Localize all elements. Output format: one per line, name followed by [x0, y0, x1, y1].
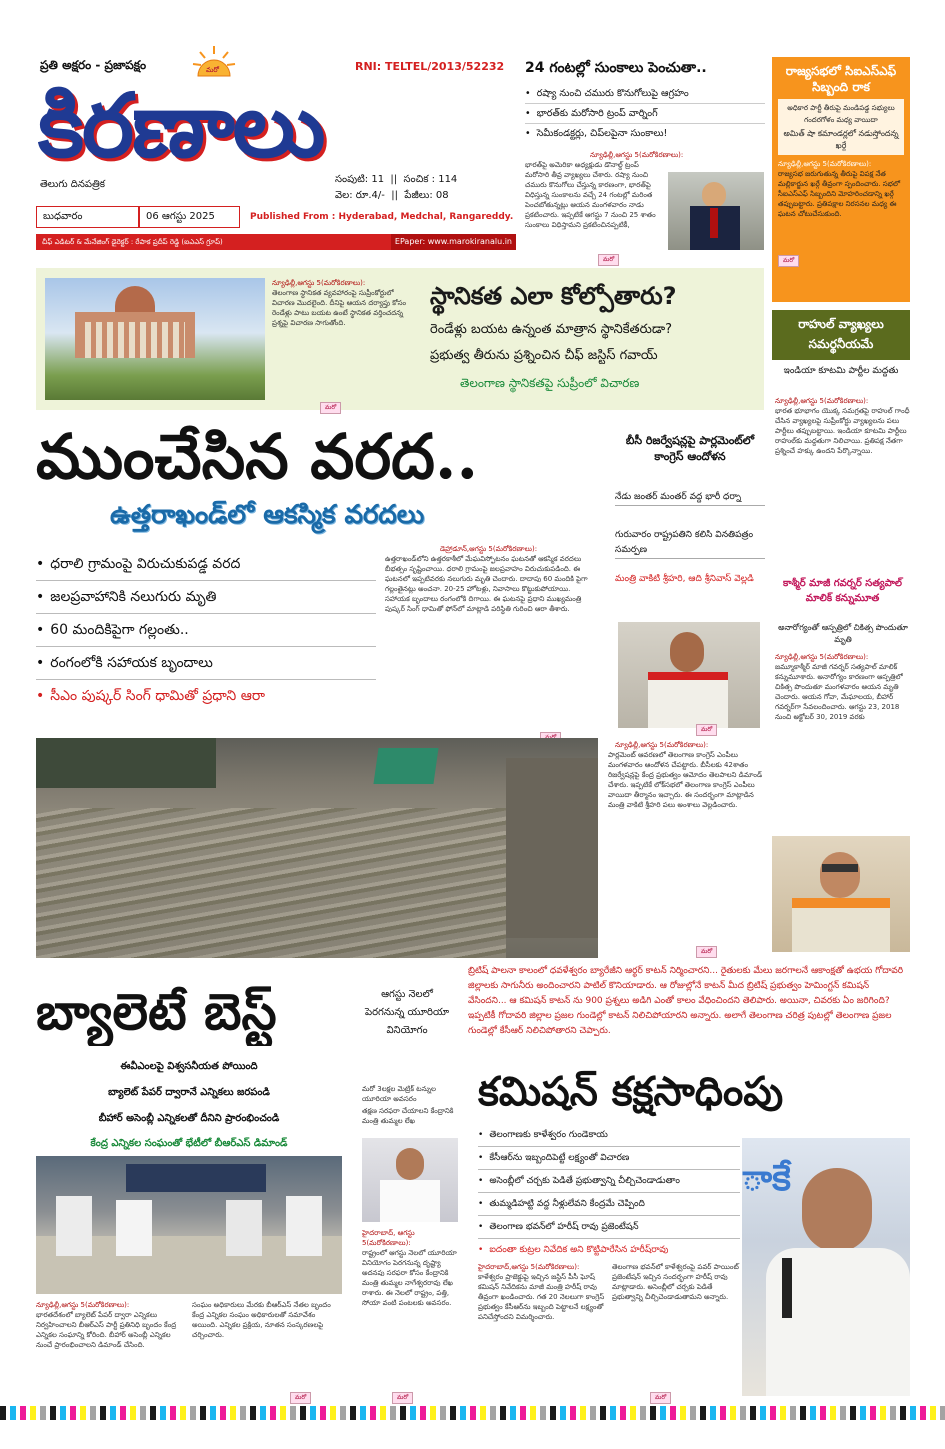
- ballot-lines: [36, 1054, 342, 1132]
- kaleshwaram-body1: కాళేశ్వరం ప్రాజెక్టుపై ఇచ్చిన జస్టిస్ పీసీ ఘోష్ కమిషన్ నివేదికను మాజీ మంత్రి హరీష్ రావు తీవ్రంగా ఖండించారు. గత 20 నెలలుగా కాంగ్రెస్ ప్రభుత్వం కేసీఆర్‌ను ఇబ్బంది పెట్టాలనే లక్ష్యంతో పనిచేస్తోందని విమర్శించారు.: [478, 1273, 605, 1321]
- urea-headline: ఆగస్టు నెలలో పెరగనున్న యూరియా వినియోగం: [364, 989, 450, 1036]
- ballot-green: కేంద్ర ఎన్నికల సంఘంతో భేటీలో బీఆర్ఎస్ డిమాండ్: [90, 1138, 288, 1149]
- supreme-line3: తెలంగాణ స్థానికతపై సుప్రీంలో విచారణ: [460, 376, 640, 390]
- flood-bullet: • సీఎం పుష్కర్ సింగ్ ధామితో ప్రధాని ఆరా: [36, 680, 376, 712]
- rajya-body: రాజ్యసభ జరుగుతున్న తీరుపై విపక్ష నేత మల్లికార్జున ఖర్గే తీవ్రంగా స్పందించారు. సభలో సీఐఎస్ఎఫ్ సిబ్బందిని మోహరించడాన్ని ఖర్గే తప్పుబట్టారు. ప్రతిపక్షాల నిరసనల మధ్య ఈ ఘటన చోటుచేసుకుంది.: [778, 170, 901, 218]
- minister-photo: [618, 622, 760, 728]
- rajya-sub: అధికార పార్టీ తీరుపై మండిపడ్డ సభ్యులు గందరగోళం మధ్య వాయిదా: [787, 104, 895, 124]
- logo: కిరణాలు: [38, 78, 324, 174]
- supreme-body: తెలంగాణ స్థానికత వ్యవహారంపై సుప్రీంకోర్టులో విచారణ మొదలైంది. దీనిపై ఆయన దర్యాప్తు కోసం రెండేళ్లు పాటు బయట ఉంటే స్థానికత వర్తించదన్న ప్రశ్నపై విచారణ సాగుతోంది.: [272, 289, 407, 327]
- flood-photo: [36, 738, 598, 958]
- rahul-sub: ఇండియా కూటమి పార్టీల మద్దతు: [783, 366, 899, 376]
- flood-bullet: • జలప్రవాహానికి నలుగురు మృతి: [36, 581, 376, 614]
- rni: RNI: TELTEL/2013/52232: [355, 60, 505, 73]
- badge: మరో: [696, 946, 717, 958]
- sun-label: మరో: [206, 66, 220, 74]
- issue: సంచిక : 114: [403, 174, 458, 185]
- supreme-headline: స్థానికత ఎలా కోల్పోతారు?: [430, 282, 677, 310]
- kaleshwaram-bullets: [478, 1124, 740, 1261]
- subtitle: తెలుగు దినపత్రిక: [40, 179, 106, 190]
- flood-bullets: [36, 548, 376, 712]
- bc-body: పార్లమెంట్ ఆవరణలో తెలంగాణ కాంగ్రెస్ ఎంపీలు మంగళవారం ఆందోళన చేపట్టారు. బీసీలకు 42శాతం రిజర్వేషన్లపై కేంద్ర ప్రభుత్వం ఆమోదం తెలపాలని డిమాండ్ చేశారు. ఇప్పటికే లోక్‌సభలో తెలంగాణ కాంగ్రెస్ ఎంపీలు వాయిదా తీర్మానం ఇచ్చారు. ఈ సందర్భంగా మాట్లాడిన మంత్రి వాకిటి శ్రీహరి పలు అంశాలు వెల్లడించారు.: [608, 751, 763, 809]
- urea-dateline: హైదరాబాద్, ఆగస్టు 5(మరోకిరణాలు):: [362, 1229, 415, 1247]
- kaleshwaram-bullet: • తెలంగాణ భవన్‌లో హరీష్ రావు ప్రజెంటేషన్: [478, 1216, 740, 1239]
- tariff-bullets: [525, 84, 765, 143]
- kaleshwaram-bullet: • తుమ్మడిహట్టి వద్ద నీళ్లులేవని కేంద్రమే చెప్పింది: [478, 1193, 740, 1216]
- editor-bar: [36, 234, 516, 250]
- tariff-body: భారత్‌పై అమెరికా అధ్యక్షుడు డొనాల్డ్ ట్రంప్ మరోసారి తీవ్ర వ్యాఖ్యలు చేశారు. రష్యా నుంచి చమురు కొనుగోలు చేస్తున్న కారణంగా, భారత్‌పై విధిస్తున్న సుంకాలను వచ్చే 24 గంటల్లో మరింత పెంచబోతున్నట్లు ఆయన మంగళవారం నాడు ప్రకటించారు. ఇప్పటికే ఆగస్టు 7 నుంచి 25 శాతం సుంకాలు విధిస్తామని ప్రకటించినప్పటికీ,: [525, 161, 656, 229]
- urea-sub2: తక్షణ సరఫరా చేయాలని కేంద్రానికి మంత్రి తుమ్మల లేఖ: [362, 1107, 454, 1125]
- tariff-dateline: న్యూఢిల్లీ,ఆగస్టు 5(మరోకిరణాలు):: [590, 151, 684, 159]
- kashmir-body: జమ్మూకాశ్మీర్ మాజీ గవర్నర్ సత్యపాల్ మాలిక్ కన్నుమూశారు. అనారోగ్యం కారణంగా ఆస్పత్రిలో చికిత్స పొందుతూ మంగళవారం ఆయన మృతి చెందారు. ఆయన గోవా, మేఘాలయ, బీహార్ గవర్నర్‌గా సేవలందించారు. ఆగస్టు 23, 2018 నుంచి అక్టోబర్ 30, 2019 వరకు: [775, 663, 903, 721]
- ballot-headline: బ్యాలెటే బెస్ట్: [36, 982, 277, 1041]
- epaper-link[interactable]: EPaper: www.marokiranalu.in: [391, 234, 516, 250]
- tariff-bullet: • రష్యా నుంచి చమురు కొనుగోలుపై ఆగ్రహం: [525, 84, 765, 104]
- ballot-line: బ్యాలెట్ పేపర్ ద్వారానే ఎన్నికలు జరపండి: [108, 1087, 270, 1098]
- badge: మరో: [650, 1392, 671, 1404]
- supreme-dateline: న్యూఢిల్లీ,ఆగస్టు 5(మరోకిరణాలు):: [272, 279, 366, 287]
- tariff-headline: 24 గంటల్లో సుంకాలు పెంచుతా..: [525, 60, 707, 76]
- ballot-body2: సంఘం అధికారులు మేరకు బీఆర్ఎస్ నేతల బృందం కేంద్ర ఎన్నికల సంఘం అధికారులతో సమావేశం అయింది. ఎన్నికల ప్రక్రియ, నూతన సంస్కరణలపై చర్చించారు.: [192, 1301, 331, 1339]
- kaleshwaram-bullet: • తెలంగాణకు కాళేశ్వరం గుండెకాయ: [478, 1124, 740, 1147]
- badge: మరో: [778, 255, 799, 267]
- bc-line2: గురువారం రాష్ట్రపతిని కలిసి వినతిపత్రం సమర్పణ: [615, 528, 765, 559]
- supreme-line2: ప్రభుత్వ తీరును ప్రశ్నించిన చీఫ్ జస్టిస్ గవాయ్: [430, 348, 658, 363]
- kashmir-sub: అనారోగ్యంతో ఆస్పత్రిలో చికిత్స పొందుతూ మృతి: [778, 623, 908, 644]
- ballot-line: బీహార్ అసెంబ్లీ ఎన్నికలతో దీనిని ప్రారంభించండి: [98, 1113, 280, 1124]
- kashmir-headline: కాశ్మీర్ మాజీ గవర్నర్ సత్యపాల్ మాలిక్ కన్నుమూత: [782, 578, 903, 604]
- supreme-court-photo: [45, 278, 265, 400]
- day: బుధవారం: [43, 211, 83, 222]
- rajya-dateline: న్యూఢిల్లీ,ఆగస్టు 5(మరోకిరణాలు):: [778, 160, 872, 168]
- tummala-photo: [362, 1138, 458, 1222]
- editor-line: చీఫ్ ఎడిటర్ & మేనేజింగ్ డైరెక్టర్ : రేపాక ప్రదీప్ రెడ్డి (ఐఎఎస్ గ్రూప్): [42, 238, 223, 246]
- published-from: Published From : Hyderabad, Medchal, Rangareddy.: [250, 212, 514, 222]
- badge: మరో: [290, 1392, 311, 1404]
- kaleshwaram-dateline: హైదరాబాద్,ఆగస్టు 5(మరోకిరణాలు):: [478, 1263, 580, 1271]
- color-registration-bar: [0, 1406, 945, 1420]
- supreme-badge: [320, 394, 341, 414]
- flood-bullet: • 60 మందికిపైగా గల్లంతు..: [36, 614, 376, 647]
- ballot-body1: భారతదేశంలో బ్యాలెట్ పేపర్ ద్వారా ఎన్నికలు నిర్వహించాలని బీఆర్ఎస్ పార్టీ ప్రతినిధి బృందం కేంద్ర ఎన్నికల సంఘాన్ని కోరింది. బీహార్ అసెంబ్లీ ఎన్నికల నుంచే ప్రారంభించాలని డిమాండ్ చేసింది.: [36, 1311, 177, 1349]
- rahul-headline: రాహుల్ వ్యాఖ్యలు సమర్థనీయమే: [798, 317, 884, 351]
- supreme-line1: రెండేళ్లు బయట ఉన్నంత మాత్రాన స్థానికేతరుడా?: [430, 322, 673, 337]
- flood-bullet: • రంగంలోకి సహాయక బృందాలు: [36, 647, 376, 680]
- ballot-dateline: న్యూఢిల్లీ,ఆగస్టు 5(మరోకిరణాలు):: [36, 1301, 130, 1309]
- badge: మరో: [320, 402, 341, 414]
- urea-badge: [392, 1384, 413, 1404]
- date-bar: [36, 206, 240, 228]
- pages: పేజీలు: 08: [404, 190, 449, 201]
- ballot-line: ఈవీఎంలపై విశ్వసనీయత పోయింది: [120, 1061, 258, 1072]
- date: 06 ఆగస్టు 2025: [138, 207, 239, 227]
- satyapal-photo: [772, 836, 910, 952]
- volume: సంపుటి: 11: [335, 174, 385, 185]
- kaleshwaram-bullet: • అసెంబ్లీలో చర్చకు పెడితే ప్రభుత్వాన్ని చీల్చిచెండాడుతాం: [478, 1170, 740, 1193]
- badge: మరో: [696, 724, 717, 736]
- flood-subheadline: ఉత్తరాఖండ్‌లో ఆకస్మిక వరదలు: [110, 500, 425, 530]
- brs-meeting-photo: [36, 1156, 342, 1294]
- sun-icon: [190, 44, 238, 80]
- rajya-box: [772, 57, 910, 302]
- flood-headline: ముంచేసిన వరద..: [36, 420, 479, 493]
- urea-sub: మరో 3లక్షల మెట్రిక్ టన్నుల యూరియా అవసరం: [362, 1085, 437, 1103]
- tagline: ప్రతి అక్షరం - ప్రజాపక్షం: [40, 58, 147, 72]
- kaleshwaram-badge: [650, 1384, 671, 1404]
- rahul-dateline: న్యూఢిల్లీ,ఆగస్టు 5(మరోకిరణాలు):: [775, 397, 869, 405]
- bc-headline: బీసీ రిజర్వేషన్లపై పార్లమెంట్‌లో కాంగ్రెస్ ఆందోళన: [625, 434, 755, 463]
- rahul-header: [772, 310, 910, 360]
- tariff-badge: [598, 246, 619, 266]
- kaleshwaram-headline: కమిషన్ కక్షసాధింపు: [478, 1068, 784, 1115]
- flood-dateline: డెహ్రాడూన్,ఆగస్టు 5(మరోకిరణాలు):: [440, 545, 538, 553]
- bc-line1: నేడు జంతర్ మంతర్ వద్ద భారీ ధర్నా: [615, 490, 765, 506]
- flood-bullet: • ధరాలి గ్రామంపై విరుచుకుపడ్డ వరద: [36, 548, 376, 581]
- bc-badge: [696, 938, 717, 958]
- bc-badge: [696, 716, 717, 736]
- rahul-body: భారత భూభాగం యొక్క సమగ్రతపై రాహుల్ గాంధీ చేసిన వ్యాఖ్యలపై సుప్రీంకోర్టు వ్యాఖ్యలను పలు పార్టీలు తప్పుబట్టాయి. ఇండియా కూటమి పార్టీలు రాహుల్‌కు మద్దతుగా నిలిచాయి. ప్రతిపక్ష నేతగా ప్రశ్నించే హక్కు ఉందని పేర్కొన్నాయి.: [775, 407, 910, 455]
- kashmir-dateline: న్యూఢిల్లీ,ఆగస్టు 5(మరోకిరణాలు):: [775, 653, 869, 661]
- flood-body: ఉత్తరాఖండ్‌లోని ఉత్తరకాశీలో మేఘవిస్ఫోటనం ఘటనతో ఆకస్మిక వరదలు బీభత్సం సృష్టించాయి. ధరాలి గ్రామంపై జలప్రవాహం విరుచుకుపడింది. ఈ ఘటనలో ఇప్పటివరకు నలుగురు మృతి చెందారు. దాదాపు 60 మందికి పైగా గల్లంతైనట్లు అంచనా. 20-25 హోటళ్లు, నివాసాలు కొట్టుకుపోయాయి. సహాయక బృందాలు రంగంలోకి దిగాయి. ఈ ఘటనపై ప్రధాని ముఖ్యమంత్రి పుష్కర్ సింగ్ ధామితో ఫోన్‌లో మాట్లాడి పరిస్థితి గురించి ఆరా తీశారు.: [385, 555, 588, 613]
- urea-body: రాష్ట్రంలో ఆగస్టు నెలలో యూరియా వినియోగం పెరగనున్న దృష్ట్యా అదనపు సరఫరా కోసం కేంద్రానికి మంత్రి తుమ్మల నాగేశ్వరరావు లేఖ రాశారు. ఈ నెలలో రాష్ట్రం, పత్తి, సోయా వంటి పంటలకు అవసరం.: [362, 1249, 457, 1307]
- tariff-bullet: • భారత్‌కు మరోసారి ట్రంప్ వార్నింగ్: [525, 104, 765, 124]
- rajya-quote: అమిత్ షా కమాండర్లలో నడుస్తోందన్న ఖర్గే: [783, 129, 899, 150]
- issue-info: సంపుటి: 11 || సంచిక : 114 వెల: రూ.4/- || పేజీలు: 08: [335, 174, 458, 201]
- ballot-badge: [290, 1384, 311, 1404]
- kaleshwaram-bullet: • ఐదంతా కుట్రల నివేదిక అని కొట్టిపారేసిన హరీష్‌రావు: [478, 1239, 740, 1261]
- bc-dateline: న్యూఢిల్లీ,ఆగస్టు 5(మరోకిరణాలు):: [615, 741, 709, 749]
- kaleshwaram-bullet: • కేసీఆర్‌ను ఇబ్బందిపెట్టే లక్ష్యంతో విచారణ: [478, 1147, 740, 1170]
- harish-rao-photo: ాకే: [742, 1138, 910, 1396]
- badge: మరో: [598, 254, 619, 266]
- rajya-headline: రాజ్యసభలో సిఐఎస్ఎఫ్ సిబ్బంది రాక: [785, 64, 897, 94]
- badge: మరో: [392, 1392, 413, 1404]
- trump-photo: [668, 172, 764, 250]
- kaleshwaram-lead: బ్రిటిష్ పాలనా కాలంలో ధవళేశ్వరం బ్యారేజీని ఆర్థర్ కాటన్ నిర్మించారని... రైతులకు మేలు జరగాలనే ఆకాంక్షతో ఉభయ గోదావరి జిల్లాలకు సాగునీరు అందించారని పాటిల్ కొనియాడారు. ఆ రోజుల్లోనే కాటన్ మీద బ్రిటిష్ ప్రభుత్వం హెమింగ్టన్ కమిషన్ వేసిందని... ఆ కమిషన్ కాటన్ ను 900 ప్రశ్నలు అడిగి ఎంతో కాలం వేధించిందని తెలిపారు. అయినా, చివరకు ఏం జరిగింది? ఇప్పటికీ గోదావరి జిల్లాల ప్రజల గుండెల్లో కాటన్ నిలిచిపోయారని అన్నారు. అలాగే తెలంగాణ చరిత్ర పుటల్లో తెలంగాణ ప్రజల గుండెల్లో కేసీఆర్ నిలిచిపోతారని చెప్పారు.: [468, 966, 904, 1036]
- kaleshwaram-body2: తెలంగాణ భవన్‌లో కాళేశ్వరంపై పవర్ పాయింట్ ప్రజెంటేషన్ ఇచ్చిన సందర్భంగా హరీష్ రావు మాట్లాడారు. అసెంబ్లీలో చర్చకు పెడితే ప్రభుత్వాన్ని చీల్చిచెండాడుతామని అన్నారు.: [612, 1263, 739, 1301]
- price: వెల: రూ.4/-: [335, 190, 385, 201]
- tariff-bullet: • సెమీకండక్టర్లు, చిప్‌లపైనా సుంకాలు!: [525, 124, 765, 143]
- bc-ministers: మంత్రి వాకిటి శ్రీహరి, ఆది శ్రీనివాస్ వెల్లడి: [615, 574, 754, 584]
